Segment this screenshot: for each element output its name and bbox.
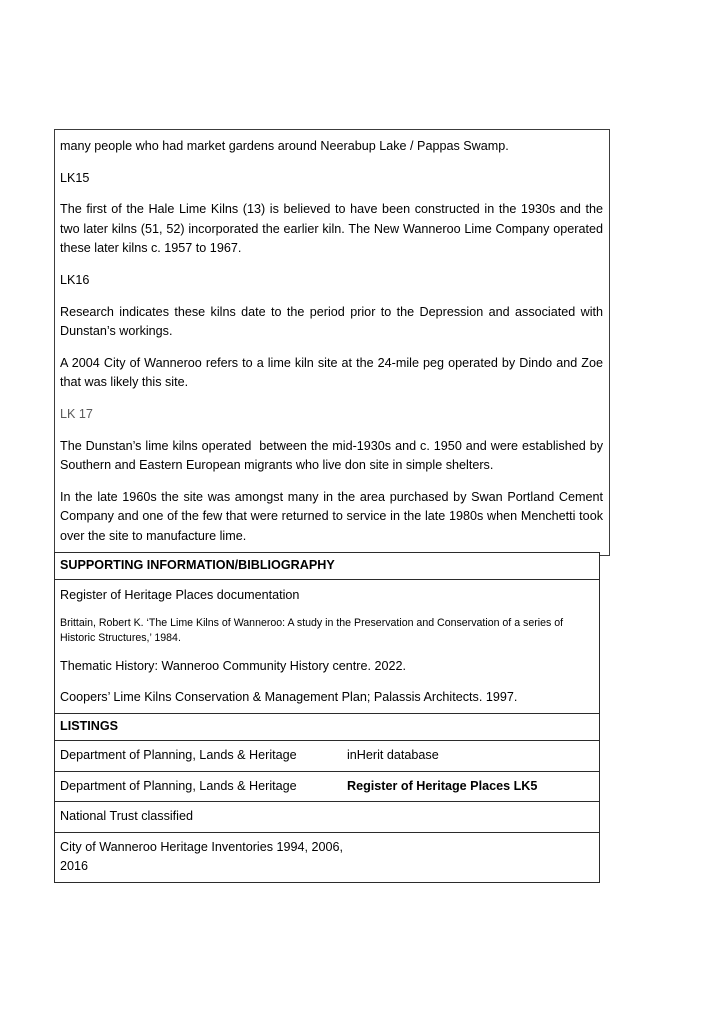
narrative-paragraph: The Dunstan’s lime kilns operated between the mid-1930s and c. 1950 and were established by Southern and Eastern European migrants who live don site in simple shelters. xyxy=(60,438,607,473)
supporting-information-table xyxy=(54,552,600,883)
table-row xyxy=(55,802,600,833)
narrative-paragraph: A 2004 City of Wanneroo refers to a lime kiln site at the 24-mile peg operated by Dindo and Zoe that was likely this site. xyxy=(60,355,607,390)
narrative-paragraph: Research indicates these kilns date to the period prior to the Depression and associated with Dunstan’s workings. xyxy=(60,304,607,339)
listing-reference: inHerit database xyxy=(347,747,439,762)
bibliography-entries-cell xyxy=(55,579,600,714)
narrative-paragraph: In the late 1960s the site was amongst many in the area purchased by Swan Portland Cement Company and one of the few that were returned to service in the late 1980s when Menchetti took over the site to manufacture lime. xyxy=(60,489,607,543)
table-row xyxy=(55,832,600,882)
table-row xyxy=(55,771,600,802)
bibliography-entry: Coopers’ Lime Kilns Conservation & Management Plan; Palassis Architects. 1997. xyxy=(60,689,518,704)
table-row xyxy=(55,714,600,741)
site-id-heading-lk17: LK 17 xyxy=(60,406,93,421)
listing-cell xyxy=(55,771,600,802)
listing-cell xyxy=(55,802,600,833)
listing-agency: Department of Planning, Lands & Heritage xyxy=(60,778,297,793)
table-row xyxy=(55,740,600,771)
bibliography-section-heading: SUPPORTING INFORMATION/BIBLIOGRAPHY xyxy=(55,553,600,580)
bibliography-entry: Register of Heritage Places documentation xyxy=(60,587,300,602)
listing-reference: Register of Heritage Places LK5 xyxy=(347,778,538,793)
listing-agency: Department of Planning, Lands & Heritage xyxy=(60,747,297,762)
table-row xyxy=(55,553,600,580)
listing-agency: National Trust classified xyxy=(60,809,193,824)
narrative-paragraph: The first of the Hale Lime Kilns (13) is believed to have been constructed in the 1930s and the two later kilns (51, 52) incorporated the earlier kiln. The New Wanneroo Lime Company operated these later kilns c. 1957 to 1967. xyxy=(60,202,607,256)
listings-section-heading: LISTINGS xyxy=(55,714,600,741)
narrative-paragraph: many people who had market gardens around Neerabup Lake / Pappas Swamp. xyxy=(60,139,509,153)
listing-agency: City of Wanneroo Heritage Inventories 1994, 2006, 2016 xyxy=(60,839,344,874)
table-row xyxy=(55,579,600,714)
listing-cell xyxy=(55,832,600,882)
listing-cell xyxy=(55,740,600,771)
site-id-heading-lk15: LK15 xyxy=(60,170,90,185)
bibliography-entry: Thematic History: Wanneroo Community History centre. 2022. xyxy=(60,659,406,674)
bibliography-entry: Brittain, Robert K. ‘The Lime Kilns of Wanneroo: A study in the Preservation and Conservation of a series of Historic Structures,’ 1984. xyxy=(60,617,564,645)
site-id-heading-lk16: LK16 xyxy=(60,272,90,287)
narrative-text-box xyxy=(54,129,610,556)
